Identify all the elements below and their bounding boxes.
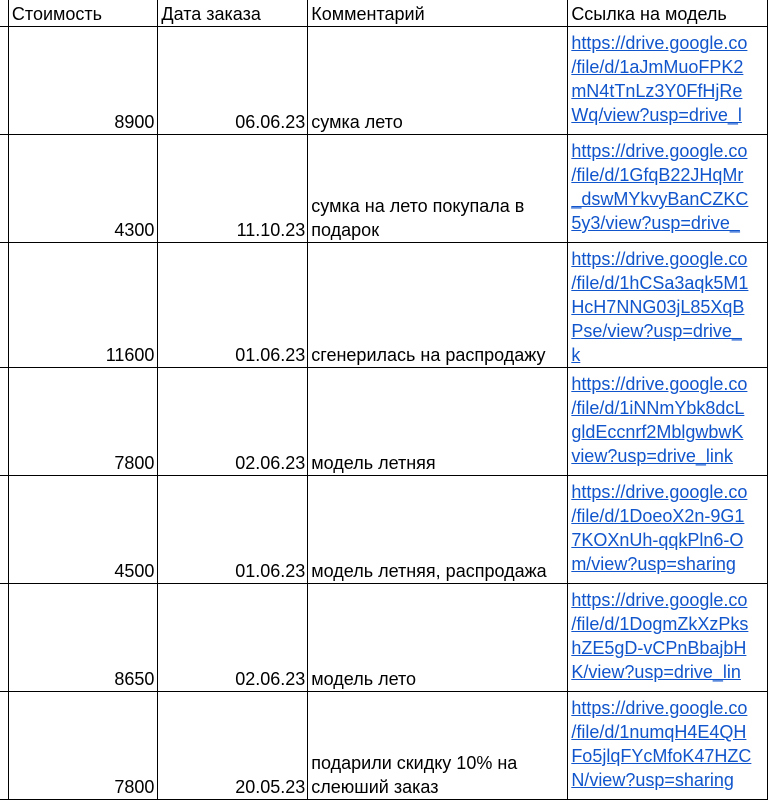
model-link[interactable]: K/view?usp=drive_lin xyxy=(571,662,741,682)
model-link[interactable]: HcH7NNG03jL85XqB xyxy=(571,297,745,317)
model-link[interactable]: /file/d/1DoeoX2n-9G1 xyxy=(571,506,745,526)
cost-cell[interactable]: 4300 xyxy=(8,135,158,243)
table-row xyxy=(0,368,768,476)
link-cell[interactable] xyxy=(568,584,768,692)
model-link[interactable]: https://drive.google.co xyxy=(571,482,748,502)
comment-cell[interactable]: модель летняя xyxy=(308,368,568,476)
row-gutter-cell[interactable] xyxy=(0,368,8,476)
cost-cell[interactable]: 8900 xyxy=(8,27,158,135)
date-cell[interactable]: 20.05.23 xyxy=(158,692,308,800)
link-cell[interactable] xyxy=(568,692,768,800)
model-link[interactable]: /file/d/1DogmZkXzPks xyxy=(571,614,749,634)
model-link[interactable]: https://drive.google.co xyxy=(571,374,748,394)
model-link[interactable]: /file/d/1hCSa3aqk5M1 xyxy=(571,273,749,293)
table-row xyxy=(0,476,768,584)
model-link[interactable]: 7KOXnUh-qqkPln6-O xyxy=(571,530,744,550)
row-gutter-cell[interactable] xyxy=(0,135,8,243)
model-link[interactable]: /file/d/1GfqB22JHqMr xyxy=(571,165,744,185)
model-link[interactable]: https://drive.google.co xyxy=(571,141,748,161)
model-link[interactable]: k xyxy=(571,345,581,365)
comment-cell[interactable]: сумка на лето покупала в подарок xyxy=(308,135,568,243)
link-cell[interactable] xyxy=(568,27,768,135)
cost-cell[interactable]: 7800 xyxy=(8,692,158,800)
header-comment[interactable]: Комментарий xyxy=(308,0,568,27)
cost-cell[interactable]: 11600 xyxy=(8,243,158,368)
date-cell[interactable]: 02.06.23 xyxy=(158,368,308,476)
model-link[interactable]: Pse/view?usp=drive_ xyxy=(571,321,742,341)
table-row xyxy=(0,243,768,368)
row-gutter-cell[interactable] xyxy=(0,476,8,584)
model-link[interactable]: N/view?usp=sharing xyxy=(571,770,734,790)
row-gutter-cell[interactable] xyxy=(0,243,8,368)
table-row xyxy=(0,584,768,692)
date-cell[interactable]: 06.06.23 xyxy=(158,27,308,135)
model-link[interactable]: /file/d/1iNNmYbk8dcL xyxy=(571,398,745,418)
model-link[interactable]: https://drive.google.co xyxy=(571,590,748,610)
model-link[interactable]: m/view?usp=sharing xyxy=(571,554,736,574)
row-gutter-cell[interactable] xyxy=(0,584,8,692)
model-link[interactable]: view?usp=drive_link xyxy=(571,446,733,466)
model-link[interactable]: _dswMYkvyBanCZKC xyxy=(571,189,749,209)
model-link[interactable]: gldEccnrf2MblgwbwK xyxy=(571,422,744,442)
row-gutter-cell[interactable] xyxy=(0,27,8,135)
model-link[interactable]: Wq/view?usp=drive_l xyxy=(571,105,742,125)
date-cell[interactable]: 01.06.23 xyxy=(158,243,308,368)
comment-cell[interactable]: сумка лето xyxy=(308,27,568,135)
date-cell[interactable]: 02.06.23 xyxy=(158,584,308,692)
model-link[interactable]: mN4tTnLz3Y0FfHjRe xyxy=(571,81,743,101)
link-cell[interactable] xyxy=(568,243,768,368)
row-gutter-cell[interactable] xyxy=(0,0,8,27)
model-link[interactable]: https://drive.google.co xyxy=(571,698,748,718)
date-cell[interactable]: 01.06.23 xyxy=(158,476,308,584)
cost-cell[interactable]: 8650 xyxy=(8,584,158,692)
table-row xyxy=(0,692,768,800)
header-date[interactable]: Дата заказа xyxy=(158,0,308,27)
model-link[interactable]: Fo5jlqFYcMfoK47HZC xyxy=(571,746,752,766)
model-link[interactable]: /file/d/1numqH4E4QH xyxy=(571,722,747,742)
model-link[interactable]: https://drive.google.co xyxy=(571,33,748,53)
comment-cell[interactable]: сгенерилась на распродажу xyxy=(308,243,568,368)
model-link[interactable]: /file/d/1aJmMuoFPK2 xyxy=(571,57,744,77)
model-link[interactable]: 5y3/view?usp=drive_ xyxy=(571,213,740,233)
comment-cell[interactable]: подарили скидку 10% на слеюший заказ xyxy=(308,692,568,800)
cost-cell[interactable]: 4500 xyxy=(8,476,158,584)
comment-cell[interactable]: модель летняя, распродажа xyxy=(308,476,568,584)
model-link[interactable]: hZE5gD-vCPnBbajbH xyxy=(571,638,747,658)
header-row xyxy=(0,0,768,27)
comment-cell[interactable]: модель лето xyxy=(308,584,568,692)
model-link[interactable]: https://drive.google.co xyxy=(571,249,748,269)
cost-cell[interactable]: 7800 xyxy=(8,368,158,476)
table-row xyxy=(0,135,768,243)
header-cost[interactable]: Стоимость xyxy=(8,0,158,27)
header-link[interactable]: Ссылка на модель xyxy=(568,0,768,27)
table-row xyxy=(0,27,768,135)
link-cell[interactable] xyxy=(568,476,768,584)
row-gutter-cell[interactable] xyxy=(0,692,8,800)
link-cell[interactable] xyxy=(568,135,768,243)
date-cell[interactable]: 11.10.23 xyxy=(158,135,308,243)
link-cell[interactable] xyxy=(568,368,768,476)
